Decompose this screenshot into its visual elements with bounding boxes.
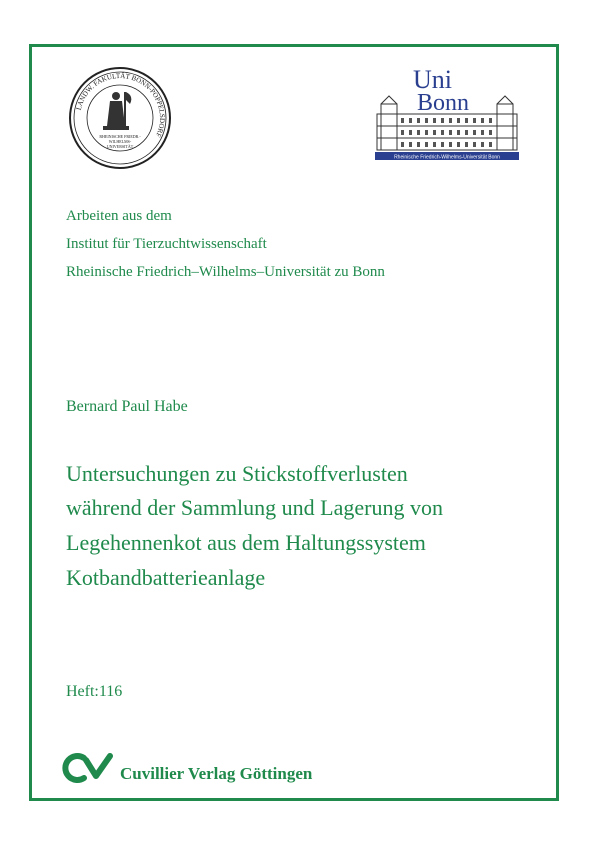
uni-logo-caption: Rheinische Friedrich-Wilhelms-Universität Bonn bbox=[394, 154, 500, 161]
title-line-2: während der Sammlung und Lagerung von bbox=[66, 495, 443, 520]
series-number: Heft:116 bbox=[66, 683, 123, 700]
cuvillier-logo-icon bbox=[62, 752, 118, 784]
svg-text:UNIVERSITÄT: UNIVERSITÄT bbox=[106, 144, 134, 149]
institute-line-2: Institut für Tierzuchtwissenschaft bbox=[66, 236, 267, 252]
svg-text:RHEINISCHE FRIEDR.-: RHEINISCHE FRIEDR.- bbox=[99, 134, 141, 139]
title-line-3: Legehennenkot aus dem Haltungssystem bbox=[66, 530, 426, 555]
faculty-seal-logo bbox=[68, 66, 172, 170]
title-line-4: Kotbandbatterieanlage bbox=[66, 565, 266, 590]
author-name: Bernard Paul Habe bbox=[66, 398, 188, 415]
uni-bonn-logo bbox=[373, 64, 523, 166]
svg-text:WILHELMS-: WILHELMS- bbox=[108, 139, 132, 144]
publisher-name: Cuvillier Verlag Göttingen bbox=[120, 764, 313, 783]
uni-logo-text-bonn: Bonn bbox=[417, 90, 470, 116]
svg-text:LANDW. FAKULTÄT BONN-POPPELSDO: LANDW. FAKULTÄT BONN-POPPELSDORF bbox=[74, 71, 167, 139]
institute-line-1: Arbeiten aus dem bbox=[66, 208, 172, 224]
institute-line-3: Rheinische Friedrich–Wilhelms–Universität zu Bonn bbox=[66, 264, 385, 280]
title-line-1: Untersuchungen zu Stickstoffverlusten bbox=[66, 461, 408, 486]
uni-logo-text-uni: Uni bbox=[413, 65, 452, 94]
